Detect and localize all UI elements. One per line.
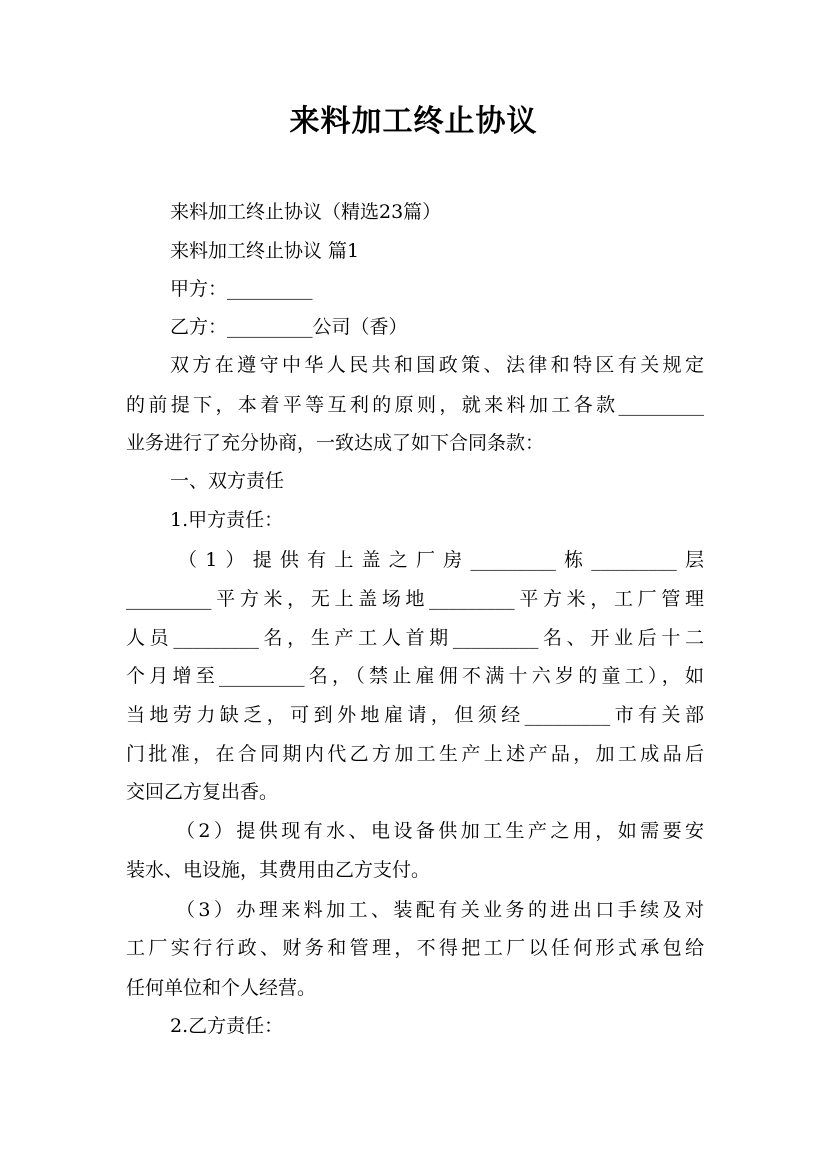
- text-line: 来料加工终止协议（精选23篇）: [170, 201, 442, 223]
- text-line: 乙方：_________公司（香）: [170, 316, 408, 338]
- text-line: 甲方：_________: [170, 278, 313, 300]
- text-line: 工厂实行行政、财务和管理，不得把工厂以任何形式承包给: [126, 937, 704, 959]
- text-line: 装水、电设施，其费用由乙方支付。: [126, 859, 431, 881]
- text-line: 业务进行了充分协商，一致达成了如下合同条款：: [126, 432, 545, 454]
- text-line: （1）提供有上盖之厂房_________栋_________层: [178, 549, 704, 571]
- text-line: 一、双方责任: [170, 470, 285, 492]
- text-line: 任何单位和个人经营。: [126, 977, 317, 999]
- text-line: 人员_________名，生产工人首期_________名、开业后十二: [126, 627, 704, 649]
- document-title: 来料加工终止协议: [289, 104, 538, 139]
- text-line: 来料加工终止协议 篇1: [170, 240, 360, 262]
- text-line: （3）办理来料加工、装配有关业务的进出口手续及对: [176, 899, 704, 921]
- text-line: 2.乙方责任：: [170, 1015, 284, 1037]
- text-line: （2）提供现有水、电设备供加工生产之用，如需要安: [176, 820, 704, 842]
- text-line: 门批准，在合同期内代乙方加工生产上述产品，加工成品后: [126, 743, 704, 765]
- text-line: 个月增至_________名，（禁止雇佣不满十六岁的童工），如: [126, 665, 704, 687]
- text-line: _________平方米，无上盖场地_________平方米，工厂管理: [126, 588, 704, 610]
- text-line: 交回乙方复出香。: [126, 781, 279, 803]
- text-line: 当地劳力缺乏，可到外地雇请，但须经_________市有关部: [126, 704, 704, 726]
- text-line: 1.甲方责任：: [170, 509, 284, 531]
- text-line: 双方在遵守中华人民共和国政策、法律和特区有关规定: [170, 354, 704, 376]
- text-line: 的前提下，本着平等互利的原则，就来料加工各款_________: [126, 394, 704, 416]
